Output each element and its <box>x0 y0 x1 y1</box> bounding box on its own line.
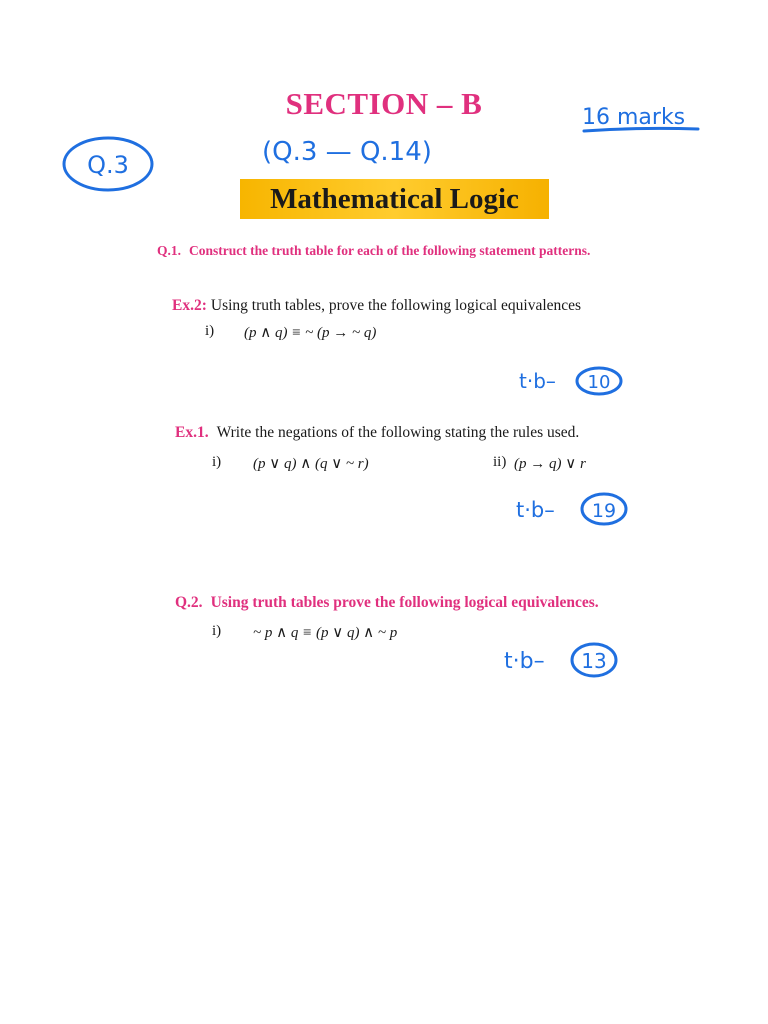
ex1-part-i-label: i) <box>212 454 222 470</box>
q1-line <box>157 243 677 259</box>
tb-13-number: 13 <box>581 649 607 673</box>
range-note-text: (Q.3 — Q.14) <box>262 137 432 167</box>
section-title: SECTION – B <box>285 86 483 121</box>
tb-13-prefix: t·b– <box>504 649 545 674</box>
tb-13-annotation <box>500 640 626 682</box>
q2-part-label: i) <box>212 623 222 639</box>
ex2-number: Ex.2: <box>172 297 207 314</box>
q2-text: Using truth tables prove the following logical equivalences. <box>210 594 599 611</box>
tb-10-annotation <box>515 364 635 398</box>
tb-19-prefix: t·b– <box>516 498 555 522</box>
ex1-part-i-expr: (p ∨ q) ∧ (q ∨ ~ r) <box>253 456 369 472</box>
marks-note-text: 16 marks <box>582 105 686 130</box>
question-tag-text: Q.3 <box>87 151 129 179</box>
tb-19-number: 19 <box>591 500 617 522</box>
marks-annotation <box>580 100 710 136</box>
ex2-part-expr: (p ∧ q) ≡ ~ (p → ~ q) <box>244 325 377 341</box>
topic-banner <box>240 179 549 219</box>
ex1-part-ii-expr: (p → q) ∨ r <box>514 456 586 472</box>
ex2-text: Using truth tables, prove the following logical equivalences <box>210 297 582 314</box>
ex1-line <box>175 424 655 442</box>
question-tag-annotation <box>60 134 160 194</box>
q2-part-expr: ~ p ∧ q ≡ (p ∨ q) ∧ ~ p <box>253 625 398 641</box>
q1-number: Q.1. <box>157 243 182 258</box>
ex2-line <box>172 297 652 315</box>
tb-10-prefix: t·b– <box>519 369 556 393</box>
ex1-part-ii-label: ii) <box>493 454 507 470</box>
range-annotation <box>258 130 478 170</box>
q2-line <box>175 594 655 612</box>
tb-19-annotation <box>512 490 636 530</box>
q2-number: Q.2. <box>175 594 203 611</box>
ex1-number: Ex.1. <box>175 424 209 441</box>
ex2-part-label: i) <box>205 323 215 339</box>
q1-text: Construct the truth table for each of the following statement patterns. <box>189 243 591 258</box>
underline-icon <box>584 128 698 131</box>
topic-title: Mathematical Logic <box>270 182 519 215</box>
tb-10-number: 10 <box>587 372 611 393</box>
ex1-text: Write the negations of the following stating the rules used. <box>216 424 580 441</box>
